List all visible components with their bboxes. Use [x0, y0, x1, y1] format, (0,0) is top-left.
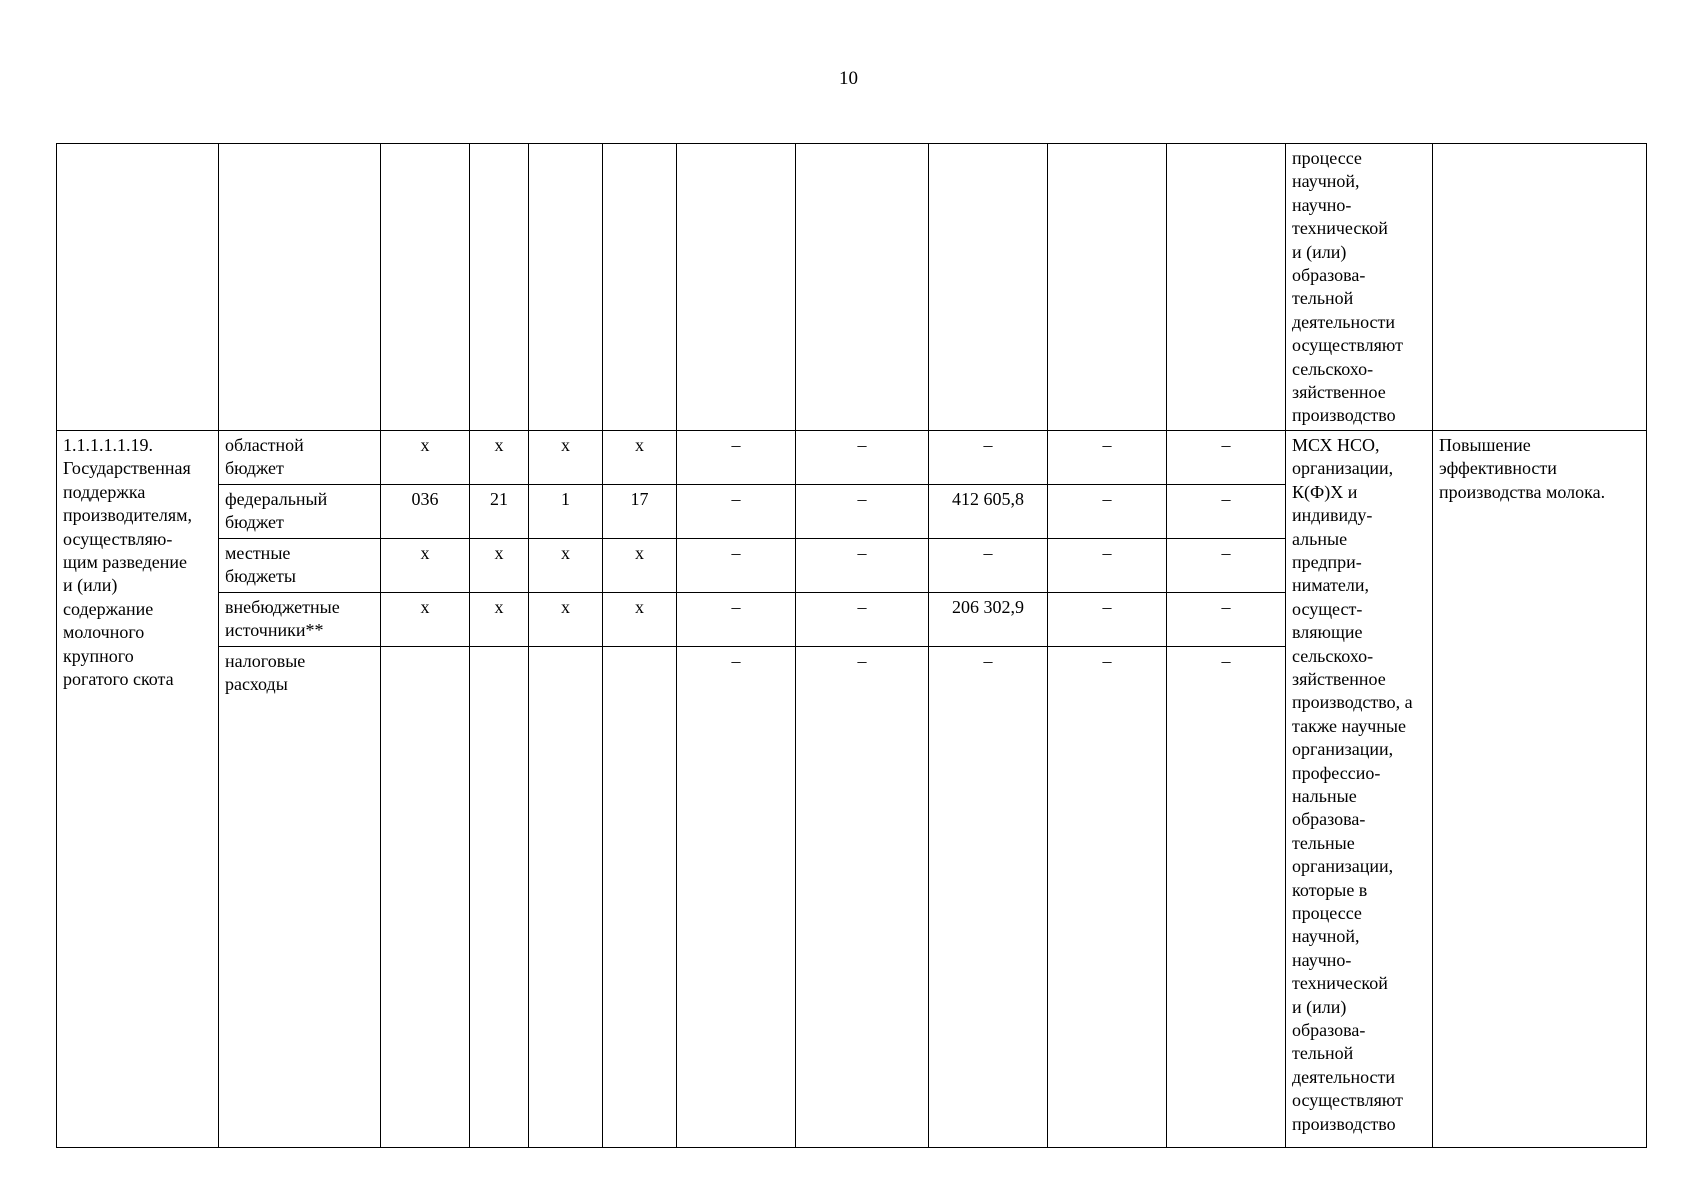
- value-cell: –: [1167, 484, 1286, 538]
- table-cell: [470, 144, 529, 431]
- executors-cell: МСХ НСО, организации, К(Ф)Х и индивиду- альные предпри- ниматели, осущест- вляющие сельскохо- зяйственное производство, а также научные организации, профессио- нальные образова- тельные организации, которые в процессе научной, научно- технической и (или) образова- тельной деятельности осуществляют производство: [1286, 430, 1433, 1147]
- continuation-row: [57, 144, 1647, 431]
- value-cell: –: [796, 430, 929, 484]
- value-cell: 206 302,9: [929, 592, 1048, 646]
- value-cell: –: [677, 538, 796, 592]
- value-cell: –: [796, 592, 929, 646]
- code-cell: x: [381, 430, 470, 484]
- code-cell: 1: [529, 484, 603, 538]
- funding-source: областной бюджет: [219, 430, 381, 484]
- funding-source: федеральный бюджет: [219, 484, 381, 538]
- value-cell: –: [929, 430, 1048, 484]
- value-cell: –: [677, 430, 796, 484]
- code-cell: x: [381, 592, 470, 646]
- expected-result: Повышение эффективности производства молока.: [1433, 430, 1647, 1147]
- code-cell: [529, 646, 603, 1147]
- code-cell: x: [529, 430, 603, 484]
- code-cell: x: [603, 592, 677, 646]
- value-cell: –: [677, 646, 796, 1147]
- value-cell: –: [677, 592, 796, 646]
- code-cell: 17: [603, 484, 677, 538]
- value-cell: –: [1048, 430, 1167, 484]
- table-cell: [529, 144, 603, 431]
- table-row: [57, 430, 1647, 484]
- table-cell: [219, 144, 381, 431]
- code-cell: 21: [470, 484, 529, 538]
- value-cell: –: [1048, 592, 1167, 646]
- table-cell: [603, 144, 677, 431]
- table-cell: [1167, 144, 1286, 431]
- code-cell: [381, 646, 470, 1147]
- code-cell: x: [603, 538, 677, 592]
- table-cell: [677, 144, 796, 431]
- table-cell: [57, 144, 219, 431]
- value-cell: –: [796, 484, 929, 538]
- table-cell: [1433, 144, 1647, 431]
- table-cell: [796, 144, 929, 431]
- code-cell: x: [470, 538, 529, 592]
- value-cell: –: [1167, 430, 1286, 484]
- code-cell: [470, 646, 529, 1147]
- funding-source: местные бюджеты: [219, 538, 381, 592]
- value-cell: –: [1048, 484, 1167, 538]
- measures-table: [56, 143, 1647, 1148]
- code-cell: x: [381, 538, 470, 592]
- value-cell: –: [796, 538, 929, 592]
- value-cell: –: [1167, 592, 1286, 646]
- code-cell: 036: [381, 484, 470, 538]
- code-cell: [603, 646, 677, 1147]
- value-cell: –: [677, 484, 796, 538]
- value-cell: –: [929, 646, 1048, 1147]
- executors-continuation: процессе научной, научно- технической и (или) образова- тельной деятельности осуществляют сельскохо- зяйственное производство: [1286, 144, 1433, 431]
- page-number: 10: [839, 68, 858, 89]
- value-cell: –: [1048, 646, 1167, 1147]
- code-cell: x: [529, 592, 603, 646]
- value-cell: –: [929, 538, 1048, 592]
- table-cell: [1048, 144, 1167, 431]
- value-cell: –: [1167, 646, 1286, 1147]
- code-cell: x: [470, 430, 529, 484]
- funding-source: налоговые расходы: [219, 646, 381, 1147]
- table-cell: [381, 144, 470, 431]
- code-cell: x: [529, 538, 603, 592]
- funding-source: внебюджетные источники**: [219, 592, 381, 646]
- code-cell: x: [603, 430, 677, 484]
- value-cell: 412 605,8: [929, 484, 1048, 538]
- code-cell: x: [470, 592, 529, 646]
- value-cell: –: [796, 646, 929, 1147]
- measure-title: 1.1.1.1.1.19. Государственная поддержка производителям, осуществляю- щим разведение и (или) содержание молочного крупного рогатого скота: [57, 430, 219, 1147]
- value-cell: –: [1167, 538, 1286, 592]
- value-cell: –: [1048, 538, 1167, 592]
- table-cell: [929, 144, 1048, 431]
